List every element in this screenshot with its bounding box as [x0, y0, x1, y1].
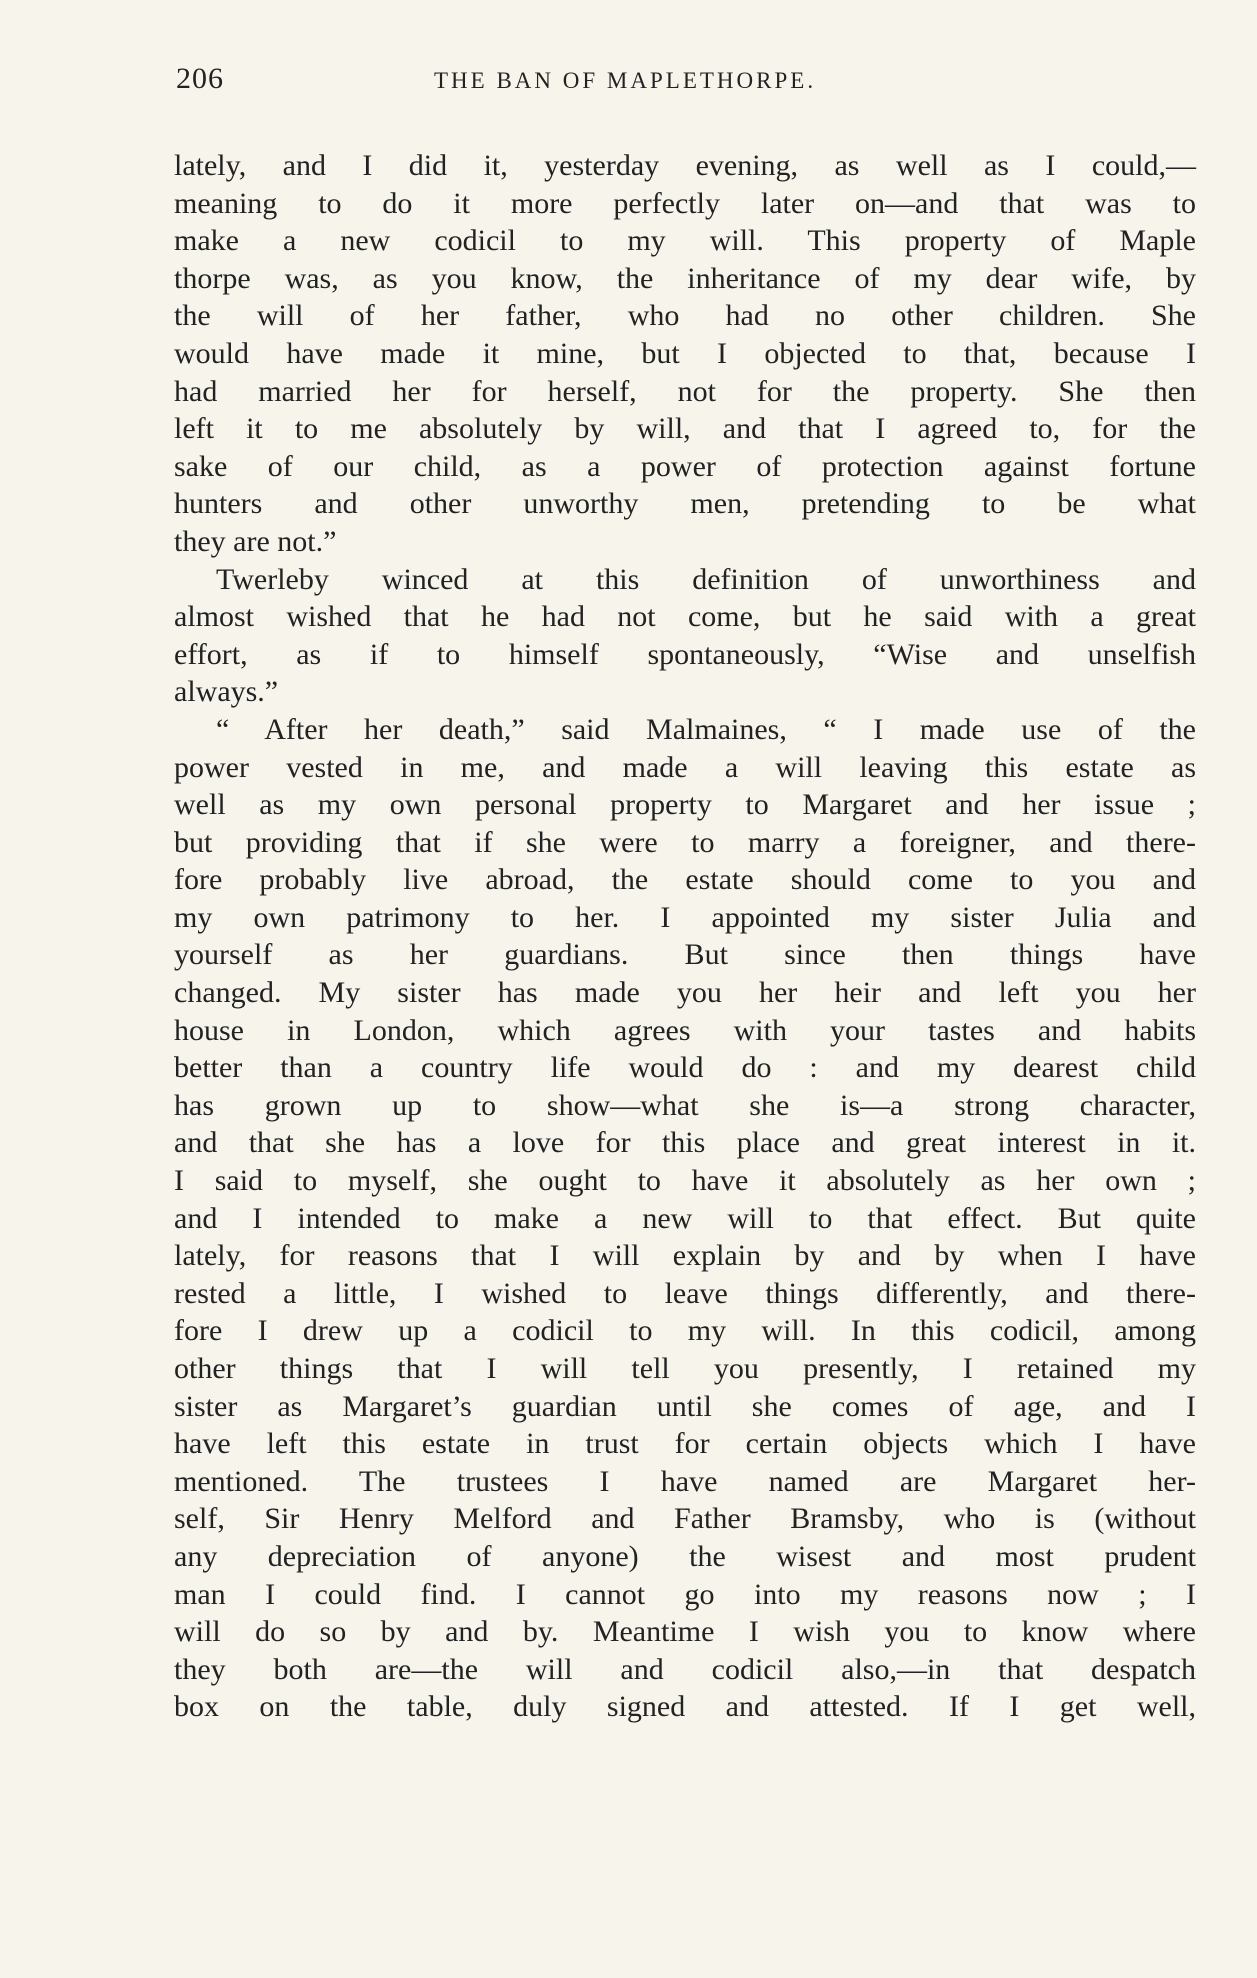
- text-line: but providing that if she were to marry a foreigner, and there-: [174, 825, 1196, 859]
- text-line: thorpe was, as you know, the inheritance of my dear wife, by: [174, 261, 1196, 295]
- text-line: self, Sir Henry Melford and Father Bramsby, who is (without: [174, 1502, 1196, 1536]
- running-title: THE BAN OF MAPLETHORPE.: [434, 68, 817, 93]
- text-line: left it to me absolutely by will, and that I agreed to, for the: [174, 412, 1196, 446]
- text-line: will do so by and by. Meantime I wish you to know where: [174, 1615, 1196, 1649]
- text-line: sake of our child, as a power of protection against fortune: [174, 449, 1196, 483]
- text-line: better than a country life would do : and my dearest child: [174, 1051, 1196, 1085]
- text-line: and I intended to make a new will to that effect. But quite: [174, 1201, 1196, 1235]
- running-head: [176, 62, 1196, 102]
- text-line: almost wished that he had not come, but he said with a great: [174, 600, 1196, 634]
- text-line: make a new codicil to my will. This property of Maple: [174, 224, 1196, 258]
- text-line: lately, and I did it, yesterday evening, as well as I could,—: [174, 149, 1196, 182]
- text-line: “ After her death,” said Malmaines, “ I made use of the: [216, 712, 1196, 746]
- text-line: Twerleby winced at this definition of unworthiness and: [216, 562, 1196, 596]
- text-line: have left this estate in trust for certain objects which I have: [174, 1427, 1196, 1461]
- text-line: fore probably live abroad, the estate should come to you and: [174, 863, 1196, 897]
- text-line: man I could find. I cannot go into my reasons now ; I: [174, 1577, 1196, 1611]
- text-line: they are not.”: [174, 524, 337, 558]
- text-line: they both are—the will and codicil also,—in that despatch: [174, 1652, 1196, 1686]
- text-line: I said to myself, she ought to have it absolutely as her own ;: [174, 1164, 1196, 1198]
- text-line: the will of her father, who had no other children. She: [174, 299, 1196, 333]
- text-line: other things that I will tell you presently, I retained my: [174, 1352, 1196, 1385]
- text-line: any depreciation of anyone) the wisest and most prudent: [174, 1539, 1196, 1573]
- text-line: always.”: [174, 675, 279, 709]
- text-line: effort, as if to himself spontaneously, “Wise and unselfish: [174, 637, 1196, 671]
- text-line: fore I drew up a codicil to my will. In this codicil, among: [174, 1314, 1196, 1348]
- text-line: and that she has a love for this place and great interest in it.: [174, 1126, 1196, 1160]
- text-line: meaning to do it more perfectly later on—and that was to: [174, 186, 1196, 220]
- text-line: mentioned. The trustees I have named are Margaret her-: [174, 1464, 1196, 1498]
- text-line: would have made it mine, but I objected to that, because I: [174, 336, 1196, 370]
- text-line: box on the table, duly signed and attested. If I get well,: [174, 1690, 1196, 1724]
- text-line: rested a little, I wished to leave things differently, and there-: [174, 1276, 1196, 1310]
- text-line: had married her for herself, not for the property. She then: [174, 374, 1196, 408]
- text-line: hunters and other unworthy men, pretending to be what: [174, 487, 1196, 521]
- text-line: well as my own personal property to Margaret and her issue ;: [174, 788, 1196, 822]
- text-line: has grown up to show—what she is—a strong character,: [174, 1088, 1196, 1122]
- page-number: 206: [176, 62, 224, 95]
- text-line: changed. My sister has made you her heir and left you her: [174, 976, 1196, 1010]
- text-line: power vested in me, and made a will leaving this estate as: [174, 750, 1196, 784]
- text-line: my own patrimony to her. I appointed my sister Julia and: [174, 900, 1196, 934]
- body-text: [174, 147, 1196, 1726]
- text-line: house in London, which agrees with your tastes and habits: [174, 1013, 1196, 1047]
- text-line: yourself as her guardians. But since then things have: [174, 938, 1196, 972]
- text-line: lately, for reasons that I will explain by and by when I have: [174, 1239, 1196, 1273]
- text-line: sister as Margaret’s guardian until she comes of age, and I: [174, 1389, 1196, 1423]
